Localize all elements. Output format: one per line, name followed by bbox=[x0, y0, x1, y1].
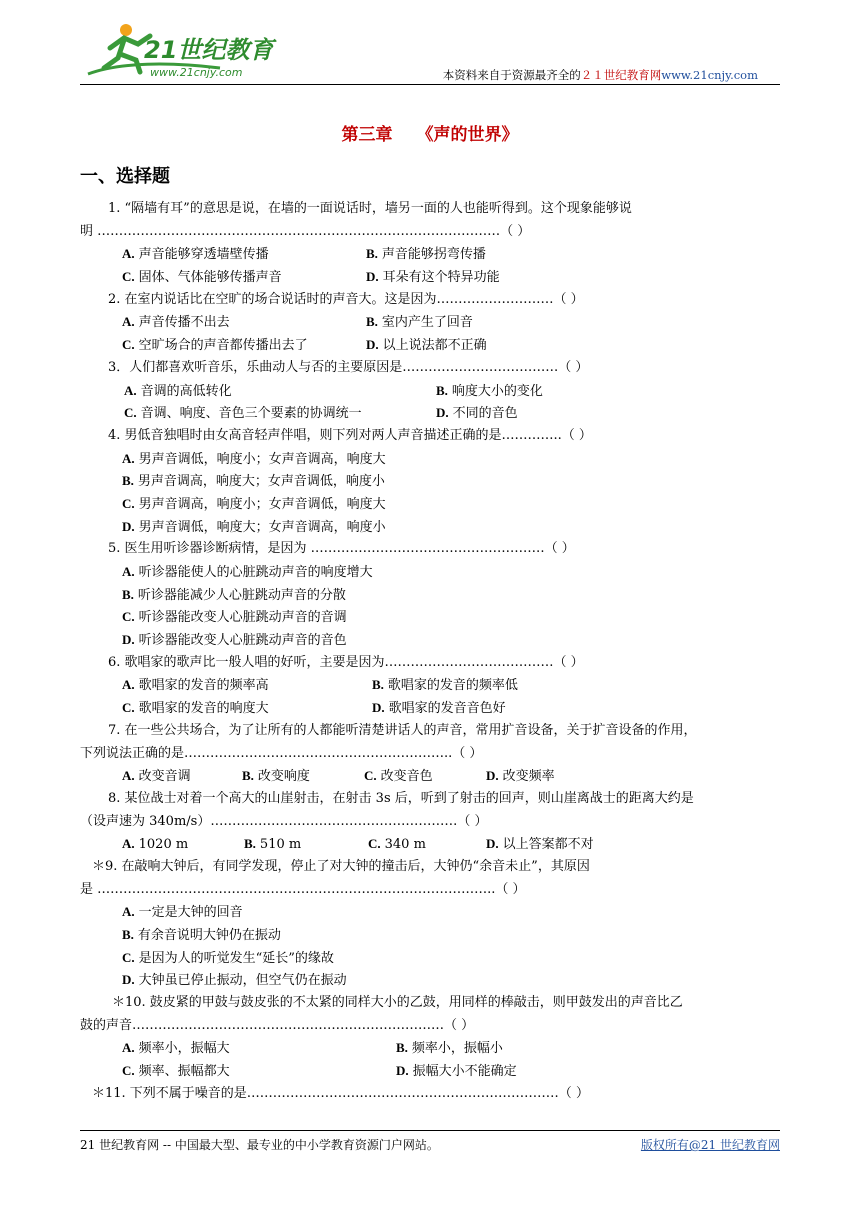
option-text: 音调的高低转化 bbox=[140, 383, 232, 399]
option-letter: A. bbox=[122, 564, 135, 579]
question-text: 鼓的声音………………………………………………………………（ ） bbox=[80, 1017, 475, 1033]
answer-option bbox=[122, 947, 334, 971]
option-text: 声音能够穿透墙壁传播 bbox=[138, 247, 269, 263]
option-text: 声音能够拐弯传播 bbox=[381, 247, 486, 263]
answer-option bbox=[244, 833, 301, 857]
option-text: 空旷场合的声音都传播出去了 bbox=[138, 338, 308, 354]
answer-option bbox=[122, 266, 282, 290]
footer-divider bbox=[80, 1130, 780, 1131]
option-row bbox=[80, 402, 780, 425]
option-text: 振幅大小不能确定 bbox=[412, 1064, 517, 1080]
option-letter: B. bbox=[122, 473, 134, 489]
answer-option bbox=[122, 470, 385, 494]
option-row bbox=[80, 674, 780, 697]
page-header bbox=[80, 18, 780, 84]
answer-option bbox=[122, 1037, 230, 1061]
option-row bbox=[80, 584, 780, 607]
option-row bbox=[80, 334, 780, 357]
question-text: ＊9. 在敲响大钟后，有同学发现，停止了对大钟的撞击后，大钟仍“余音未止”，其原因 bbox=[92, 858, 590, 874]
option-row bbox=[80, 765, 780, 788]
option-text: 频率、振幅都大 bbox=[138, 1064, 230, 1080]
option-text: 男声音调低，响度小；女声音调高，响度大 bbox=[138, 451, 386, 467]
option-letter: B. bbox=[436, 382, 448, 398]
question-text: ＊11. 下列不属于噪音的是………………………………………………………………（ ） bbox=[92, 1085, 589, 1101]
logo-text: 21世纪教育 bbox=[144, 36, 274, 64]
question-text: 2. 在室内说话比在空旷的场合说话时的声音大。这是因为………………………（ ） bbox=[108, 291, 584, 307]
answer-option bbox=[368, 833, 426, 857]
chapter-title bbox=[0, 120, 860, 145]
option-row bbox=[80, 470, 780, 493]
answer-option bbox=[366, 311, 473, 335]
option-row bbox=[80, 266, 780, 289]
option-text: 改变频率 bbox=[502, 769, 555, 785]
answer-option bbox=[396, 1037, 503, 1061]
option-row bbox=[80, 243, 780, 266]
answer-option bbox=[122, 924, 281, 948]
option-row bbox=[80, 448, 780, 471]
option-row bbox=[80, 311, 780, 334]
answer-option bbox=[122, 561, 373, 585]
option-letter: A. bbox=[122, 1040, 135, 1056]
option-text: 歌唱家的发音的频率低 bbox=[387, 678, 518, 694]
answer-option bbox=[122, 516, 386, 540]
answer-option bbox=[122, 334, 308, 358]
answer-option bbox=[124, 380, 232, 404]
footer-left-text: 21 世纪教育网 -- 中国最大型、最专业的中小学教育资源门户网站。 bbox=[80, 1138, 439, 1152]
option-letter: C. bbox=[122, 609, 135, 625]
option-text: 改变音调 bbox=[138, 769, 191, 785]
answer-option bbox=[366, 334, 487, 358]
answer-option bbox=[122, 448, 386, 472]
answer-option bbox=[124, 402, 362, 426]
option-letter: B. bbox=[396, 1040, 408, 1056]
answer-option bbox=[122, 584, 346, 608]
answer-option bbox=[486, 765, 555, 789]
question-list bbox=[80, 198, 780, 1106]
option-letter: A. bbox=[122, 836, 135, 852]
option-text: 男声音调高，响度小；女声音调低，响度大 bbox=[138, 496, 386, 512]
section-heading: 一、选择题 bbox=[80, 166, 170, 187]
option-letter: A. bbox=[122, 677, 135, 693]
option-row bbox=[80, 1037, 780, 1060]
option-text: 室内产生了回音 bbox=[381, 315, 473, 331]
option-text: 听诊器能改变人心脏跳动声音的音色 bbox=[138, 633, 347, 649]
option-text: 听诊器能改变人心脏跳动声音的音调 bbox=[138, 610, 347, 626]
option-text: 音调、响度、音色三个要素的协调统一 bbox=[140, 406, 362, 422]
answer-option bbox=[122, 311, 230, 335]
answer-option bbox=[122, 629, 347, 653]
option-letter: D. bbox=[396, 1063, 409, 1079]
answer-option bbox=[366, 266, 500, 290]
option-letter: D. bbox=[486, 768, 499, 784]
option-text: 340 m bbox=[384, 837, 426, 853]
option-letter: D. bbox=[366, 269, 379, 285]
option-letter: C. bbox=[368, 836, 381, 852]
option-text: 改变音色 bbox=[380, 769, 433, 785]
option-text: 声音传播不出去 bbox=[138, 315, 230, 331]
option-letter: C. bbox=[122, 269, 135, 285]
option-text: 歌唱家的发音的响度大 bbox=[138, 701, 269, 717]
option-letter: A. bbox=[122, 768, 135, 784]
option-letter: A. bbox=[122, 246, 135, 262]
option-row bbox=[80, 947, 780, 970]
answer-option bbox=[122, 901, 243, 925]
option-text: 歌唱家的发音音色好 bbox=[388, 701, 506, 717]
option-row bbox=[80, 561, 780, 584]
option-letter: C. bbox=[122, 949, 135, 965]
option-letter: C. bbox=[364, 768, 377, 784]
chapter-number: 第三章 bbox=[341, 125, 393, 145]
option-letter: C. bbox=[124, 405, 137, 421]
question-text: ＊10. 鼓皮紧的甲鼓与鼓皮张的不太紧的同样大小的乙鼓，用同样的棒敲击，则甲鼓发出的声音比乙 bbox=[112, 995, 683, 1011]
option-letter: A. bbox=[122, 450, 135, 466]
option-row bbox=[80, 697, 780, 720]
option-letter: D. bbox=[122, 632, 135, 648]
option-row bbox=[80, 493, 780, 516]
question-text: 4. 男低音独唱时由女高音轻声伴唱，则下列对两人声音描述正确的是…………..（ ） bbox=[108, 427, 592, 443]
option-text: 以上说法都不正确 bbox=[382, 338, 487, 354]
option-letter: D. bbox=[372, 700, 385, 716]
question-text: 7. 在一些公共场合，为了让所有的人都能听清楚讲话人的声音，常用扩音设备，关于扩音设备的作用， bbox=[108, 722, 697, 738]
answer-option bbox=[122, 765, 191, 789]
header-note-brand: ２１世纪教育网 bbox=[580, 68, 662, 82]
option-row bbox=[80, 629, 780, 652]
option-text: 以上答案都不对 bbox=[502, 837, 594, 853]
option-row bbox=[80, 380, 780, 403]
option-letter: D. bbox=[122, 972, 135, 988]
answer-option bbox=[122, 833, 188, 857]
option-row bbox=[80, 969, 780, 992]
option-letter: B. bbox=[122, 927, 134, 942]
option-letter: D. bbox=[366, 337, 379, 353]
question-text: 明 …………………………………………………………………………………（ ） bbox=[80, 223, 531, 239]
option-letter: C. bbox=[122, 700, 135, 716]
question-text: 下列说法正确的是……………………………………………………..（ ） bbox=[80, 745, 483, 761]
answer-option bbox=[122, 493, 386, 517]
answer-option bbox=[122, 697, 269, 721]
option-row bbox=[80, 901, 780, 924]
option-text: 频率小，振幅小 bbox=[411, 1041, 503, 1057]
answer-option bbox=[486, 833, 594, 857]
option-text: 固体、气体能够传播声音 bbox=[138, 270, 282, 286]
answer-option bbox=[372, 674, 518, 698]
answer-option bbox=[436, 380, 543, 404]
footer-copyright-link[interactable]: 版权所有@21 世纪教育网 bbox=[640, 1138, 780, 1152]
question-text: 1. “隔墙有耳”的意思是说，在墙的一面说话时，墙另一面的人也能听得到。这个现象能够说 bbox=[108, 201, 632, 216]
option-row bbox=[80, 1060, 780, 1083]
option-row bbox=[80, 606, 780, 629]
option-letter: B. bbox=[244, 836, 256, 852]
option-row bbox=[80, 924, 780, 947]
answer-option bbox=[122, 969, 347, 993]
option-letter: A. bbox=[124, 382, 137, 398]
chapter-name: 《声的世界》 bbox=[416, 125, 519, 145]
answer-option bbox=[122, 606, 347, 630]
answer-option bbox=[436, 402, 518, 426]
option-letter: C. bbox=[122, 1063, 135, 1079]
option-letter: A. bbox=[122, 904, 135, 920]
option-text: 男声音调高，响度大；女声音调低，响度小 bbox=[137, 474, 385, 490]
option-letter: C. bbox=[122, 337, 135, 353]
header-note bbox=[443, 67, 758, 83]
option-letter: B. bbox=[366, 246, 378, 262]
option-text: 不同的音色 bbox=[452, 406, 518, 422]
option-text: 改变响度 bbox=[257, 769, 310, 785]
page-footer bbox=[80, 1130, 780, 1152]
question-text: 3．人们都喜欢听音乐，乐曲动人与否的主要原因是………………………………（ ） bbox=[108, 359, 589, 375]
option-letter: D. bbox=[436, 405, 449, 421]
option-text: 510 m bbox=[259, 837, 302, 853]
answer-option bbox=[122, 243, 269, 267]
question-text: 5. 医生用听诊器诊断病情，是因为 ………………………………………………（ ） bbox=[108, 541, 575, 557]
header-divider bbox=[80, 84, 780, 85]
answer-option bbox=[366, 243, 486, 267]
question-text: 是 ………………………………………………………………………………..（ ） bbox=[80, 881, 526, 897]
option-letter: C. bbox=[122, 495, 135, 511]
header-note-site[interactable]: www.21cnjy.com bbox=[661, 68, 758, 82]
option-letter: D. bbox=[122, 518, 135, 534]
option-letter: A. bbox=[122, 314, 135, 330]
option-row bbox=[80, 833, 780, 856]
logo-icon bbox=[80, 18, 280, 82]
option-text: 响度大小的变化 bbox=[451, 383, 543, 399]
question-text: 6. 歌唱家的歌声比一般人唱的好听，主要是因为…………………………………（ ） bbox=[108, 654, 584, 670]
answer-option bbox=[364, 765, 433, 789]
answer-option bbox=[122, 1060, 230, 1084]
option-text: 一定是大钟的回音 bbox=[138, 905, 243, 921]
question-text: 8. 某位战士对着一个高大的山崖射击，在射击 3s 后，听到了射击的回声，则山崖离战士的距离大约是 bbox=[108, 790, 694, 806]
option-text: 男声音调低，响度大；女声音调高，响度小 bbox=[138, 519, 386, 535]
answer-option bbox=[242, 765, 310, 789]
option-letter: B. bbox=[122, 586, 134, 602]
option-text: 频率小，振幅大 bbox=[138, 1041, 230, 1057]
option-text: 听诊器能减少人心脏跳动声音的分散 bbox=[137, 587, 346, 603]
option-text: 歌唱家的发音的频率高 bbox=[138, 678, 269, 694]
answer-option bbox=[396, 1060, 517, 1084]
logo-url: www.21cnjy.com bbox=[150, 66, 243, 79]
option-text: 是因为人的听觉发生“延长”的缘故 bbox=[138, 950, 334, 966]
header-note-prefix: 本资料来自于资源最齐全的 bbox=[442, 68, 581, 82]
option-letter: D. bbox=[486, 836, 499, 852]
option-text: 大钟虽已停止振动，但空气仍在振动 bbox=[138, 973, 347, 989]
answer-option bbox=[122, 674, 269, 698]
option-letter: B. bbox=[372, 677, 384, 693]
option-letter: B. bbox=[242, 768, 254, 784]
option-row bbox=[80, 516, 780, 539]
option-text: 听诊器能使人的心脏跳动声音的响度增大 bbox=[138, 565, 373, 580]
option-letter: B. bbox=[366, 314, 378, 330]
answer-option bbox=[372, 697, 506, 721]
question-text: （设声速为 340m/s）…………………………………………………（ ） bbox=[80, 813, 488, 829]
option-text: 耳朵有这个特异功能 bbox=[382, 270, 500, 286]
option-text: 1020 m bbox=[138, 837, 189, 853]
option-text: 有余音说明大钟仍在振动 bbox=[137, 928, 281, 943]
